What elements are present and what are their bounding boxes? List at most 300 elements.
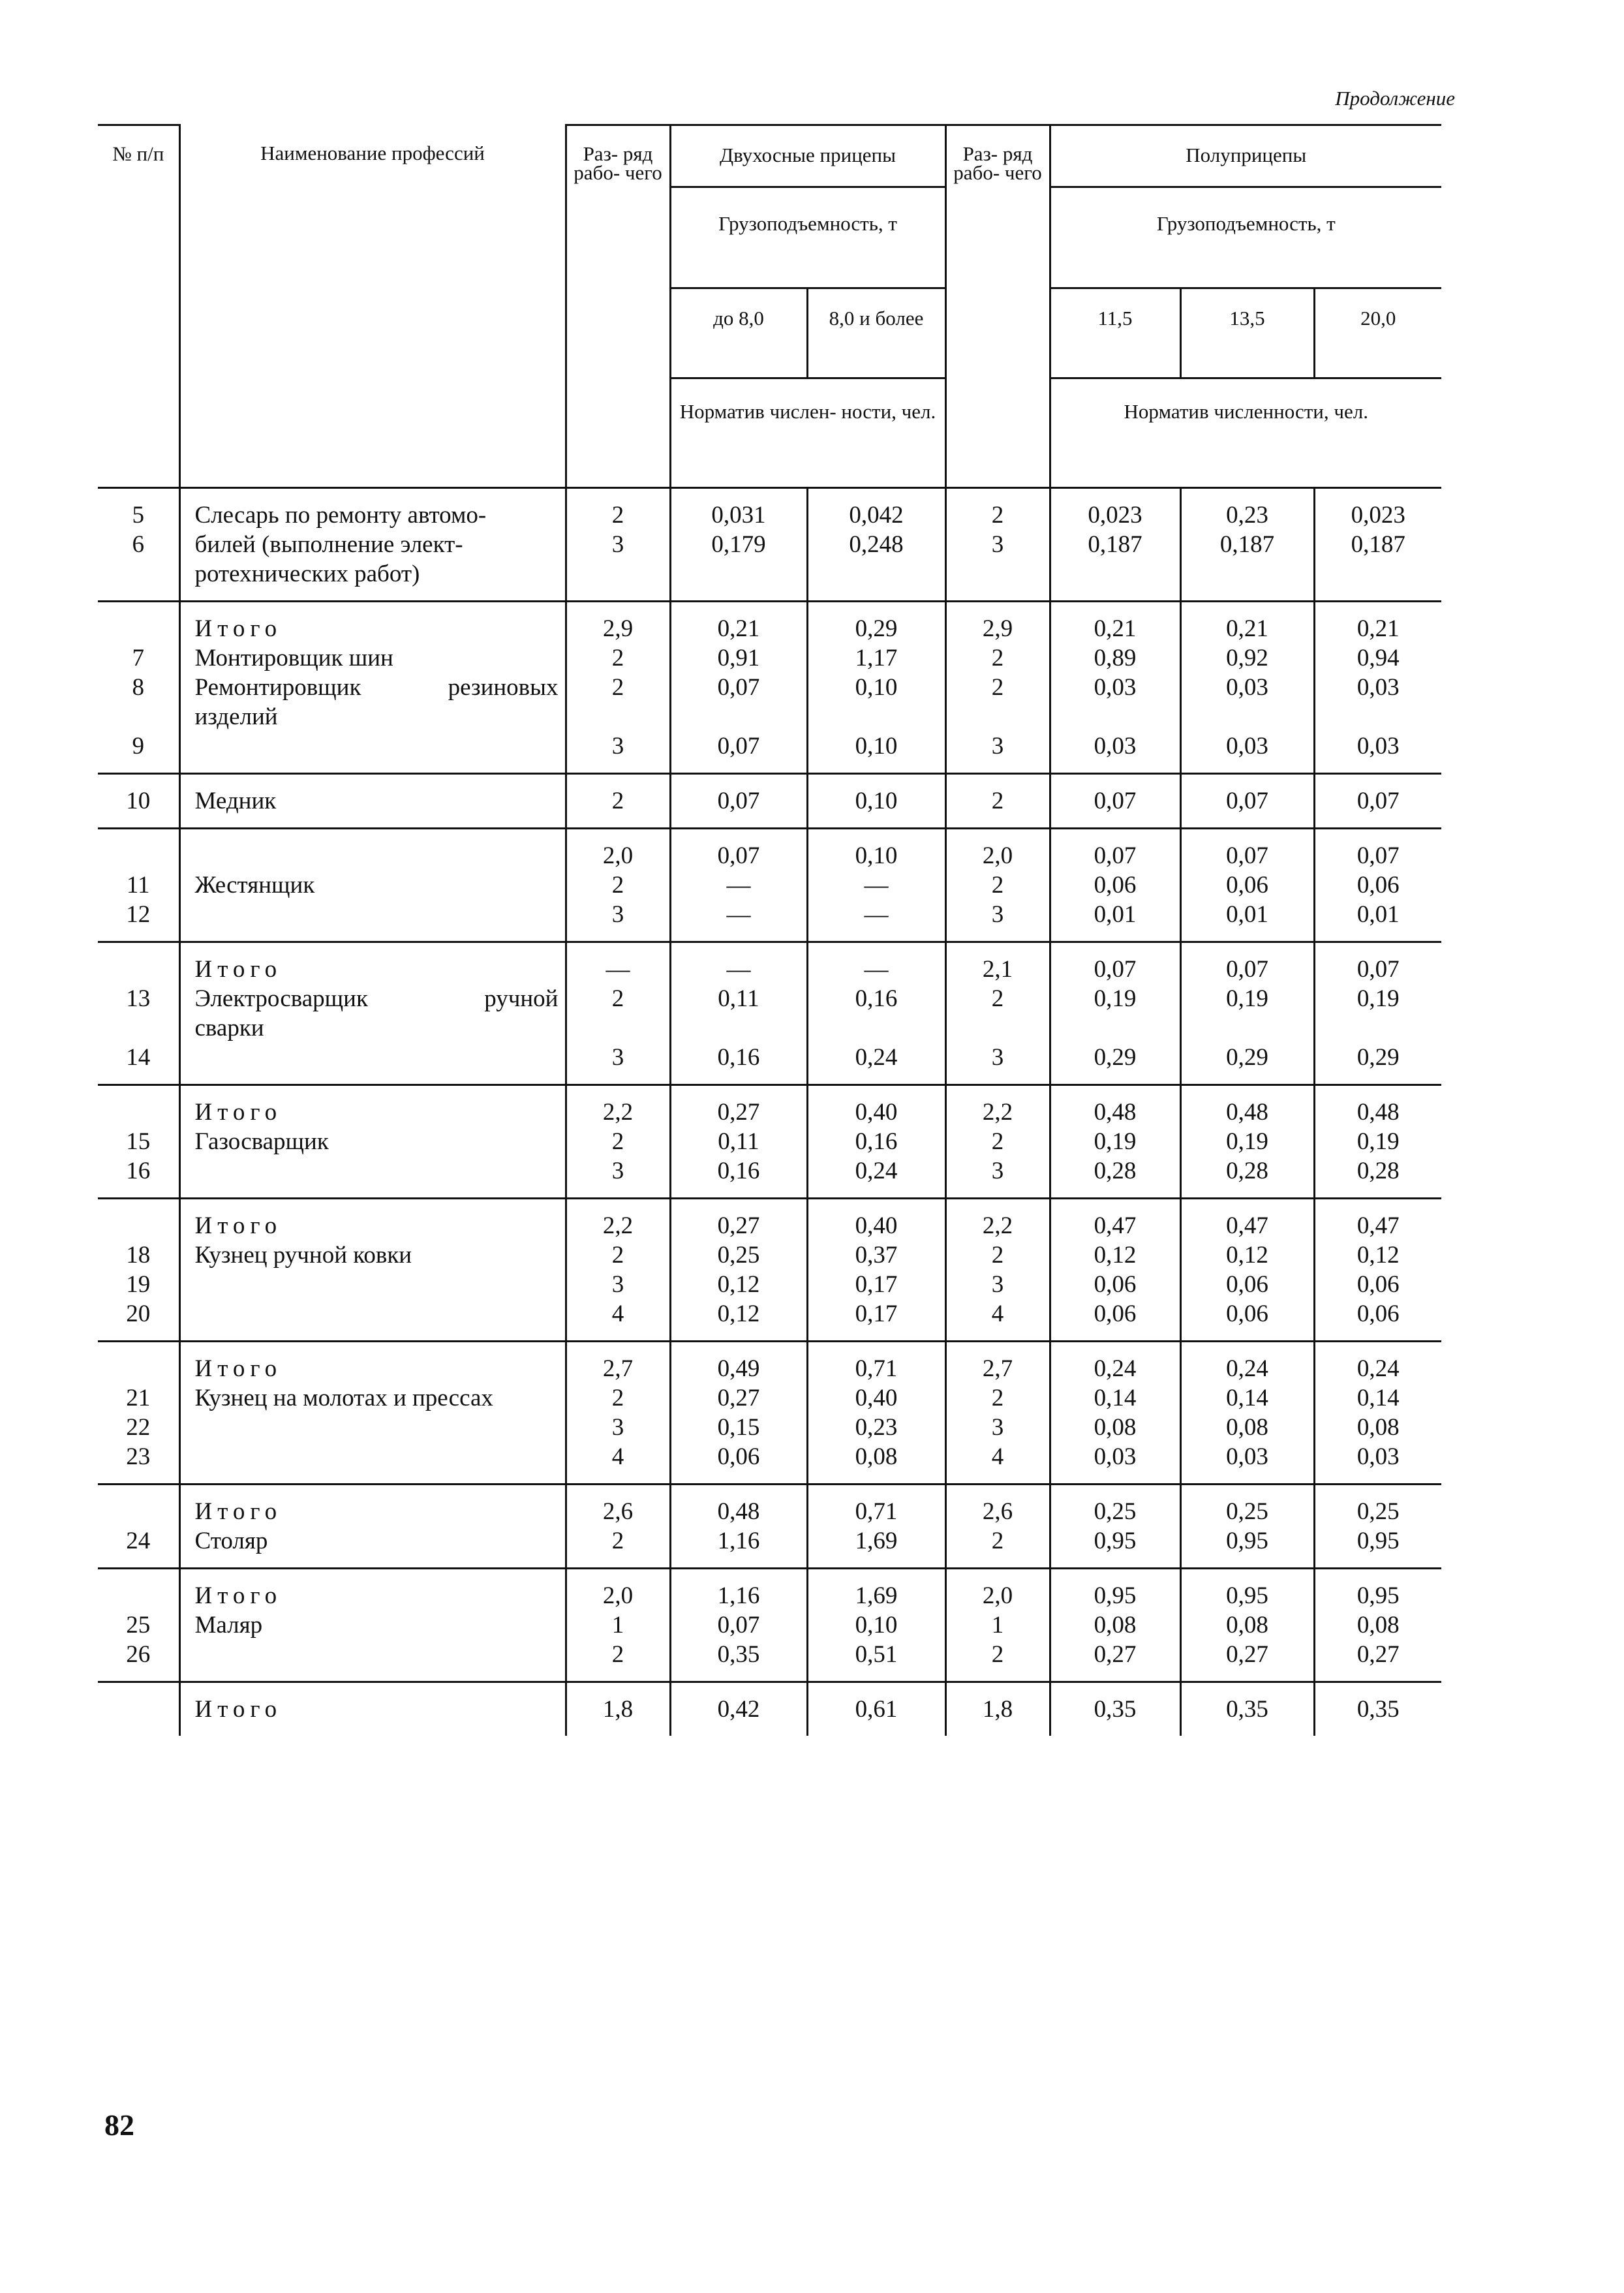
norm-11-5: 0,01 — [1094, 901, 1137, 928]
header-no: № п/п — [98, 125, 179, 488]
norm-20: 0,08 — [1356, 1414, 1400, 1441]
norm-11-5: 0,27 — [1094, 1641, 1137, 1668]
grade-semitrailer-cell — [945, 1569, 1050, 1682]
norm-11-5: 0,023 — [1088, 502, 1142, 529]
row-number — [98, 1695, 179, 1724]
grade-two-axle: 2,7 — [602, 1355, 634, 1382]
norm-11-5: 0,06 — [1094, 1300, 1137, 1327]
norm-13-5: 0,35 — [1226, 1696, 1268, 1723]
row-number: 18 — [126, 1242, 151, 1269]
grade-two-axle: 2 — [611, 1528, 624, 1554]
norm-13-5-cell — [1180, 1485, 1314, 1569]
norm-20: 0,19 — [1356, 985, 1400, 1012]
norm-8-plus-cell — [807, 1342, 945, 1485]
row-number-cell — [98, 1569, 179, 1682]
norm-20: 0,03 — [1356, 1443, 1400, 1470]
norm-20: 0,29 — [1356, 1044, 1400, 1071]
norm-upto-8: 0,48 — [717, 1498, 760, 1525]
header-grade-2: Раз- ряд рабо- чего — [945, 125, 1050, 488]
norm-20: 0,12 — [1356, 1242, 1400, 1269]
profession-name: Итого — [194, 1099, 283, 1126]
norm-20-cell — [1314, 1485, 1441, 1569]
norm-13-5: 0,23 — [1226, 502, 1268, 529]
profession-name-cell — [179, 942, 566, 1085]
norm-13-5-cell — [1180, 774, 1314, 829]
row-number-cell — [98, 942, 179, 1085]
grade-semitrailer: 2 — [991, 674, 1004, 701]
grade-two-axle: 4 — [611, 1300, 624, 1327]
grade-two-axle: 2 — [611, 872, 624, 899]
header-capacity-20: 20,0 — [1314, 288, 1441, 378]
grade-semitrailer-cell — [945, 942, 1050, 1085]
row-number — [98, 1581, 179, 1610]
norm-13-5-cell — [1180, 1569, 1314, 1682]
norm-20-cell — [1314, 488, 1441, 602]
norm-11-5: 0,95 — [1094, 1528, 1137, 1554]
norm-8-plus: 0,40 — [855, 1099, 898, 1126]
profession-name: Жестянщик — [194, 872, 315, 899]
table-row-group — [98, 488, 1441, 602]
grade-two-axle — [567, 559, 669, 589]
row-number: 10 — [126, 788, 151, 814]
grade-semitrailer: 3 — [991, 531, 1004, 558]
row-number — [98, 1013, 179, 1043]
norm-20: 0,07 — [1356, 956, 1400, 983]
profession-name-cell — [179, 1569, 566, 1682]
norm-8-plus: 0,042 — [849, 502, 904, 529]
norm-upto-8: 0,49 — [717, 1355, 760, 1382]
profession-name — [195, 1442, 559, 1471]
norm-13-5-cell — [1180, 942, 1314, 1085]
profession-name: Маляр — [194, 1612, 263, 1639]
norm-11-5: 0,03 — [1094, 674, 1137, 701]
norm-upto-8: — — [726, 956, 751, 983]
grade-semitrailer — [947, 702, 1049, 731]
grade-two-axle: 1,8 — [602, 1696, 634, 1723]
norm-11-5: 0,08 — [1094, 1414, 1137, 1441]
norm-8-plus: — — [864, 872, 889, 899]
norm-13-5: 0,95 — [1226, 1582, 1268, 1609]
profession-name: Газосварщик — [194, 1128, 329, 1155]
norm-11-5-cell — [1050, 774, 1180, 829]
norm-upto-8: 0,12 — [717, 1300, 760, 1327]
norm-20 — [1315, 1013, 1442, 1043]
grade-two-axle: 3 — [611, 1044, 624, 1071]
norm-upto-8: 0,35 — [717, 1641, 760, 1668]
norm-upto-8 — [671, 702, 806, 731]
page-number: 82 — [104, 2108, 134, 2142]
norm-8-plus: 0,248 — [849, 531, 904, 558]
norm-upto-8-cell — [670, 488, 807, 602]
grade-two-axle: 2,0 — [602, 842, 634, 869]
norm-11-5: 0,03 — [1094, 733, 1137, 760]
norm-upto-8-cell — [670, 942, 807, 1085]
norm-upto-8: 0,07 — [717, 788, 760, 814]
grade-two-axle-cell — [566, 1342, 670, 1485]
norm-20: 0,94 — [1356, 645, 1400, 671]
row-number-cell — [98, 1085, 179, 1199]
norm-upto-8-cell — [670, 1569, 807, 1682]
norm-upto-8: 0,06 — [717, 1443, 760, 1470]
norm-8-plus: 0,17 — [855, 1300, 898, 1327]
row-number-cell — [98, 1342, 179, 1485]
norm-8-plus: 0,24 — [855, 1044, 898, 1071]
norm-8-plus: 0,10 — [855, 733, 898, 760]
norm-8-plus — [808, 702, 945, 731]
norm-20-cell — [1314, 774, 1441, 829]
row-number: 16 — [126, 1158, 151, 1184]
norm-11-5: 0,19 — [1094, 985, 1137, 1012]
norm-upto-8: 0,16 — [717, 1044, 760, 1071]
norm-20: 0,27 — [1356, 1641, 1400, 1668]
grade-semitrailer: 1,8 — [982, 1696, 1013, 1723]
grade-semitrailer: 4 — [991, 1300, 1004, 1327]
norm-8-plus: 0,24 — [855, 1158, 898, 1184]
norm-8-plus-cell — [807, 602, 945, 774]
grade-semitrailer: 2,0 — [982, 1582, 1013, 1609]
grade-semitrailer: 2 — [991, 1242, 1004, 1269]
row-number — [98, 841, 179, 870]
norm-20-cell — [1314, 1569, 1441, 1682]
norm-20-cell — [1314, 1199, 1441, 1342]
norm-20: 0,95 — [1356, 1582, 1400, 1609]
norm-11-5-cell — [1050, 1085, 1180, 1199]
norm-13-5: 0,25 — [1226, 1498, 1268, 1525]
norm-8-plus: 0,40 — [855, 1212, 898, 1239]
grade-two-axle-cell — [566, 1682, 670, 1736]
header-norm-2: Норматив численности, чел. — [1050, 378, 1441, 488]
grade-semitrailer-cell — [945, 1485, 1050, 1569]
norm-13-5: 0,07 — [1226, 956, 1268, 983]
profession-name: Ремонтировщик резиновых — [194, 674, 559, 701]
grade-two-axle: 2,0 — [602, 1582, 634, 1609]
norm-8-plus-cell — [807, 1682, 945, 1736]
norm-13-5: 0,01 — [1226, 901, 1268, 928]
norm-20: 0,35 — [1356, 1696, 1400, 1723]
norm-8-plus: 0,23 — [855, 1414, 898, 1441]
header-profession: Наименование профессий — [179, 125, 566, 488]
norm-13-5: 0,29 — [1226, 1044, 1268, 1071]
table-row-group — [98, 942, 1441, 1085]
profession-name — [195, 731, 559, 761]
norm-upto-8: 0,15 — [717, 1414, 760, 1441]
norm-8-plus-cell — [807, 1199, 945, 1342]
norm-11-5: 0,06 — [1094, 1271, 1137, 1298]
row-number — [98, 1211, 179, 1240]
profession-name: Итого — [194, 956, 283, 983]
row-number — [98, 614, 179, 643]
grade-two-axle: 3 — [611, 531, 624, 558]
norm-20: 0,28 — [1356, 1158, 1400, 1184]
table-row-group — [98, 829, 1441, 942]
table-row-group — [98, 1342, 1441, 1485]
row-number — [98, 702, 179, 731]
norm-8-plus: 0,10 — [855, 788, 898, 814]
norm-13-5: 0,27 — [1226, 1641, 1268, 1668]
norm-upto-8: 0,12 — [717, 1271, 760, 1298]
norm-8-plus: 0,10 — [855, 1612, 898, 1639]
norm-11-5: 0,187 — [1088, 531, 1142, 558]
norm-13-5: 0,92 — [1226, 645, 1268, 671]
norm-20: 0,07 — [1356, 842, 1400, 869]
header-capacity-1: Грузоподъемность, т — [670, 187, 945, 288]
norm-8-plus: 0,61 — [855, 1696, 898, 1723]
profession-name-cell — [179, 774, 566, 829]
norm-upto-8-cell — [670, 1682, 807, 1736]
norm-upto-8-cell — [670, 829, 807, 942]
profession-name-cell — [179, 602, 566, 774]
norm-upto-8-cell — [670, 1199, 807, 1342]
grade-two-axle: 3 — [611, 1158, 624, 1184]
norm-8-plus-cell — [807, 942, 945, 1085]
norm-8-plus: 1,69 — [855, 1528, 898, 1554]
norm-20: 0,48 — [1356, 1099, 1400, 1126]
norm-20: 0,08 — [1356, 1612, 1400, 1639]
norm-13-5: 0,47 — [1226, 1212, 1268, 1239]
norm-11-5: 0,25 — [1094, 1498, 1137, 1525]
norm-8-plus: 0,16 — [855, 985, 898, 1012]
norm-11-5-cell — [1050, 829, 1180, 942]
norm-20: 0,95 — [1356, 1528, 1400, 1554]
table-row-group — [98, 1085, 1441, 1199]
norm-20: 0,24 — [1356, 1355, 1400, 1382]
norm-upto-8: 0,179 — [711, 531, 766, 558]
profession-name: Кузнец на молотах и прессах — [194, 1385, 493, 1411]
row-number-cell — [98, 1485, 179, 1569]
norm-upto-8-cell — [670, 602, 807, 774]
profession-name: Столяр — [194, 1528, 268, 1554]
grade-semitrailer: 3 — [991, 901, 1004, 928]
norm-20: 0,25 — [1356, 1498, 1400, 1525]
norm-8-plus-cell — [807, 774, 945, 829]
norm-upto-8: 0,07 — [717, 1612, 760, 1639]
grade-semitrailer: 2 — [991, 1641, 1004, 1668]
grade-semitrailer: 2 — [991, 1128, 1004, 1155]
norm-11-5-cell — [1050, 1199, 1180, 1342]
norm-11-5 — [1051, 702, 1180, 731]
norm-11-5-cell — [1050, 488, 1180, 602]
norm-8-plus: — — [864, 901, 889, 928]
grade-semitrailer: 2 — [991, 645, 1004, 671]
norm-upto-8: 1,16 — [717, 1582, 760, 1609]
norm-11-5: 0,35 — [1094, 1696, 1137, 1723]
norm-20-cell — [1314, 942, 1441, 1085]
norm-11-5: 0,08 — [1094, 1612, 1137, 1639]
norm-11-5: 0,07 — [1094, 842, 1137, 869]
norm-11-5-cell — [1050, 602, 1180, 774]
norm-13-5-cell — [1180, 1199, 1314, 1342]
norm-13-5-cell — [1180, 1342, 1314, 1485]
row-number — [98, 1098, 179, 1127]
header-capacity-upto-8: до 8,0 — [670, 288, 807, 378]
grade-semitrailer — [947, 559, 1049, 589]
norm-11-5-cell — [1050, 942, 1180, 1085]
row-number: 23 — [126, 1443, 151, 1470]
row-number: 19 — [126, 1271, 151, 1298]
norm-13-5: 0,95 — [1226, 1528, 1268, 1554]
grade-two-axle: 3 — [611, 733, 624, 760]
norm-20: 0,14 — [1356, 1385, 1400, 1411]
profession-name: Итого — [194, 1498, 283, 1525]
profession-name: ротехнических работ) — [194, 561, 420, 587]
norm-20: 0,187 — [1351, 531, 1405, 558]
norm-upto-8: 0,031 — [711, 502, 766, 529]
grade-semitrailer: 4 — [991, 1443, 1004, 1470]
norm-upto-8: 0,07 — [717, 842, 760, 869]
row-number — [98, 1354, 179, 1383]
header-capacity-11-5: 11,5 — [1050, 288, 1180, 378]
grade-semitrailer: 2,2 — [982, 1099, 1013, 1126]
norm-13-5: 0,06 — [1226, 872, 1268, 899]
profession-name — [195, 1270, 559, 1299]
grade-two-axle: 3 — [611, 1414, 624, 1441]
table-row-group — [98, 602, 1441, 774]
norm-13-5: 0,08 — [1226, 1414, 1268, 1441]
norm-11-5-cell — [1050, 1569, 1180, 1682]
grade-two-axle-cell — [566, 1485, 670, 1569]
row-number: 13 — [126, 985, 151, 1012]
row-number — [98, 559, 179, 589]
grade-two-axle-cell — [566, 829, 670, 942]
norm-13-5: 0,24 — [1226, 1355, 1268, 1382]
profession-name: билей (выполнение элект- — [194, 531, 463, 558]
norm-8-plus-cell — [807, 488, 945, 602]
profession-name-cell — [179, 1682, 566, 1736]
row-number: 6 — [132, 531, 144, 558]
norm-20: 0,03 — [1356, 733, 1400, 760]
table-row-group — [98, 1682, 1441, 1736]
grade-semitrailer: 2,0 — [982, 842, 1013, 869]
row-number: 25 — [126, 1612, 151, 1639]
norm-8-plus-cell — [807, 829, 945, 942]
norm-11-5: 0,47 — [1094, 1212, 1137, 1239]
row-number: 24 — [126, 1528, 151, 1554]
grade-semitrailer: 3 — [991, 1414, 1004, 1441]
norm-13-5: 0,19 — [1226, 985, 1268, 1012]
row-number: 21 — [126, 1385, 151, 1411]
row-number-cell — [98, 1199, 179, 1342]
norm-8-plus: 0,37 — [855, 1242, 898, 1269]
grade-two-axle: 2 — [611, 674, 624, 701]
grade-two-axle-cell — [566, 1199, 670, 1342]
grade-two-axle: 3 — [611, 1271, 624, 1298]
profession-name: Монтировщик шин — [194, 645, 393, 671]
grade-semitrailer: 2 — [991, 502, 1004, 529]
header-norm-1: Норматив числен- ности, чел. — [670, 378, 945, 488]
norm-13-5: 0,28 — [1226, 1158, 1268, 1184]
grade-two-axle: 2,2 — [602, 1099, 634, 1126]
grade-two-axle: 2 — [611, 788, 624, 814]
profession-name-cell — [179, 488, 566, 602]
profession-name — [195, 900, 559, 929]
norm-8-plus: 0,17 — [855, 1271, 898, 1298]
norm-11-5: 0,24 — [1094, 1355, 1137, 1382]
grade-semitrailer: 2,6 — [982, 1498, 1013, 1525]
norm-13-5-cell — [1180, 829, 1314, 942]
norm-13-5: 0,06 — [1226, 1300, 1268, 1327]
norm-8-plus — [808, 1013, 945, 1043]
grade-semitrailer: 2 — [991, 985, 1004, 1012]
row-number: 9 — [132, 733, 144, 760]
norm-8-plus: 0,10 — [855, 674, 898, 701]
norm-upto-8: 0,07 — [717, 733, 760, 760]
norm-20-cell — [1314, 1085, 1441, 1199]
norm-13-5: 0,03 — [1226, 1443, 1268, 1470]
grade-semitrailer: 2,9 — [982, 615, 1013, 642]
grade-semitrailer-cell — [945, 774, 1050, 829]
profession-name: Итого — [194, 1212, 283, 1239]
grade-two-axle: 2,9 — [602, 615, 634, 642]
grade-semitrailer: 2 — [991, 788, 1004, 814]
row-number: 11 — [126, 872, 150, 899]
grade-two-axle-cell — [566, 1085, 670, 1199]
grade-semitrailer: 2 — [991, 872, 1004, 899]
grade-two-axle: 2 — [611, 985, 624, 1012]
profession-name: Итого — [194, 1582, 283, 1609]
norm-20: 0,023 — [1351, 502, 1405, 529]
norm-11-5-cell — [1050, 1342, 1180, 1485]
norm-11-5: 0,07 — [1094, 788, 1137, 814]
row-number: 15 — [126, 1128, 151, 1155]
norm-upto-8: 0,11 — [718, 985, 759, 1012]
row-number: 8 — [132, 674, 144, 701]
norm-13-5-cell — [1180, 488, 1314, 602]
norm-13-5: 0,08 — [1226, 1612, 1268, 1639]
profession-name-cell — [179, 1485, 566, 1569]
norm-20: 0,19 — [1356, 1128, 1400, 1155]
table-row-group — [98, 774, 1441, 829]
norm-8-plus-cell — [807, 1485, 945, 1569]
norm-8-plus: 0,16 — [855, 1128, 898, 1155]
profession-name: Итого — [194, 615, 283, 642]
profession-name — [195, 841, 559, 870]
grade-two-axle: 2,6 — [602, 1498, 634, 1525]
norm-20: 0,03 — [1356, 674, 1400, 701]
norm-upto-8-cell — [670, 774, 807, 829]
norm-upto-8: 0,27 — [717, 1099, 760, 1126]
profession-name-cell — [179, 1199, 566, 1342]
grade-two-axle: 2 — [611, 1385, 624, 1411]
profession-name: изделий — [194, 703, 278, 730]
norm-20: 0,07 — [1356, 788, 1400, 814]
norm-13-5: 0,19 — [1226, 1128, 1268, 1155]
norm-13-5: 0,06 — [1226, 1271, 1268, 1298]
norm-8-plus: — — [864, 956, 889, 983]
grade-two-axle: 4 — [611, 1443, 624, 1470]
grade-two-axle: — — [605, 956, 630, 983]
row-number-cell — [98, 1682, 179, 1736]
norm-13-5: 0,07 — [1226, 788, 1268, 814]
grade-semitrailer: 3 — [991, 1271, 1004, 1298]
norm-upto-8: 0,42 — [717, 1696, 760, 1723]
grade-two-axle-cell — [566, 602, 670, 774]
norm-upto-8-cell — [670, 1085, 807, 1199]
grade-two-axle — [567, 702, 669, 731]
norm-20-cell — [1314, 1682, 1441, 1736]
row-number — [98, 1497, 179, 1526]
staffing-norms-table — [98, 124, 1441, 1736]
profession-name: Слесарь по ремонту автомо- — [194, 502, 487, 529]
grade-semitrailer: 2,1 — [982, 956, 1013, 983]
row-number: 12 — [126, 901, 151, 928]
grade-two-axle: 2 — [611, 1128, 624, 1155]
profession-name: Медник — [194, 788, 277, 814]
norm-20-cell — [1314, 829, 1441, 942]
continuation-label: Продолжение — [1335, 87, 1455, 110]
norm-8-plus: 0,71 — [855, 1498, 898, 1525]
norm-upto-8: 0,11 — [718, 1128, 759, 1155]
norm-11-5: 0,89 — [1094, 645, 1137, 671]
